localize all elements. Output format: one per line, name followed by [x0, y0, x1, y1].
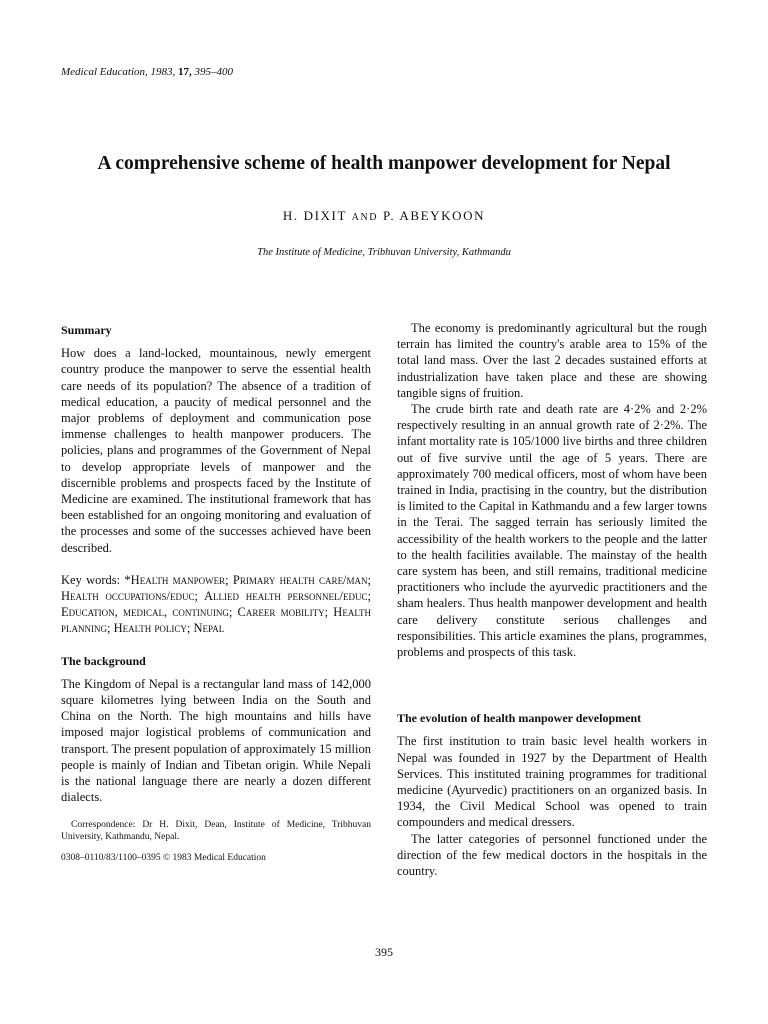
correspondence-note: Correspondence: Dr H. Dixit, Dean, Institute of Medicine, Tribhuvan University, Kathmandu, Nepal.	[61, 820, 371, 843]
economy-paragraph: The economy is predominantly agricultural but the rough terrain has limited the country's arable area to 15% of the total land mass. Over the last 2 decades sustained efforts at industrialization have taken place and these are showing tangible signs of fruition.	[397, 321, 707, 400]
journal-volume: 17,	[178, 66, 192, 78]
author-conjunction: AND	[351, 212, 379, 223]
journal-year: 1983,	[150, 66, 176, 78]
left-column	[61, 322, 371, 864]
evolution-paragraph-1: The first institution to train basic level health workers in Nepal was founded in 1927 by the Department of Health Services. This instituted training programmes for traditional medicine (Ayurvedic) practitioners on an organized basis. In 1934, the Civil Medical School was opened to train compounders and medical dressers.	[397, 734, 707, 830]
affiliation: The Institute of Medicine, Tribhuvan University, Kathmandu	[257, 247, 511, 258]
author-1: H. DIXIT	[282, 208, 347, 223]
page-number: 395	[375, 945, 393, 959]
summary-text: How does a land-locked, mountainous, newly emergent country produce the manpower to serve the essential health care needs of its population? The absence of a tradition of medical education, a paucity of medical personnel and the major problems of deployment and communication pose immense challenges to health manpower producers. The policies, plans and programmes of the Government of Nepal to develop appropriate levels of manpower and the discernible problems and prospects faced by the Institute of Medicine are examined. The institutional framework that has been established for an ongoing monitoring and evaluation of the processes and some of the successes achieved have been described.	[61, 346, 371, 555]
background-text: The Kingdom of Nepal is a rectangular land mass of 142,000 square kilometres lying between India on the South and China on the North. The high mountains and hills have imposed major logistical problems of communication and transport. The present population of approximately 15 million people is mainly of Indian and Tibetan origin. While Nepali is the national language there are nearly a dozen different dialects.	[61, 676, 371, 805]
keywords	[61, 572, 371, 637]
issn-line: 0308–0110/83/1100–0395 © 1983 Medical Education	[61, 853, 266, 864]
keywords-label: Key words:	[61, 572, 121, 587]
journal-name: Medical Education,	[61, 66, 148, 78]
evolution-heading: The evolution of health manpower development	[397, 711, 642, 726]
background-heading: The background	[61, 653, 146, 668]
summary-heading: Summary	[61, 323, 112, 337]
article-title: A comprehensive scheme of health manpower development for Nepal	[97, 153, 671, 174]
demographics-paragraph: The crude birth rate and death rate are 4·2% and 2·2% respectively resulting in an annual growth rate of 2·2%. The infant mortality rate is 105/1000 live births and three children out of five survive until the age of 5 years. There are approximately 700 medical officers, most of whom have been trained in India, practising in the country, but the distribution is limited to the Capital in Kathmandu and a few larger towns in the Terai. The sagged terrain has seriously limited the accessibility of the health workers to the people and the latter to the health facilities available. The mainstay of the health care system has been, and still remains, traditional medicine practitioners who include the ayurvedic practitioners and the sham healers. Thus health manpower development and health care delivery constitute serious challenges and responsibilities. This article examines the plans, programmes, problems and prospects of this task.	[397, 402, 707, 660]
journal-citation	[61, 66, 233, 78]
keywords-text: *Health manpower; Primary health care/man; Health occupations/educ; Allied health personnel/educ; Education, medical, continuing; Career mobility; Health planning; Health policy; Nepal	[61, 572, 372, 636]
evolution-paragraph-2: The latter categories of personnel functioned under the direction of the few medical doctors in the hospitals in the country.	[397, 831, 707, 879]
journal-pages: 395–400	[194, 66, 234, 78]
right-column	[397, 320, 707, 879]
author-2: P. ABEYKOON	[382, 208, 486, 223]
authors	[0, 208, 768, 224]
